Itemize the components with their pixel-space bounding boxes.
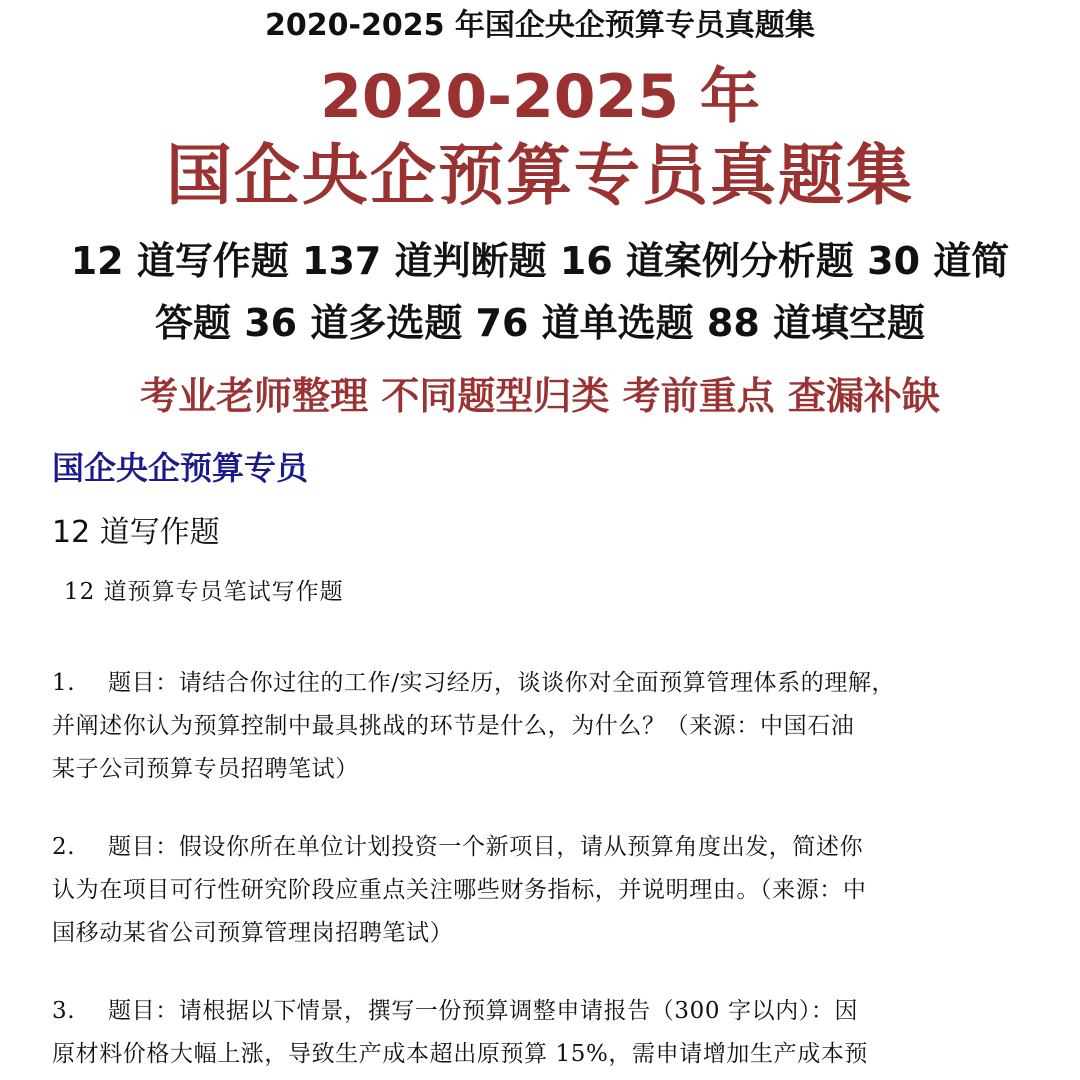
section-title: 国企央企预算专员 — [52, 449, 309, 487]
main-title-year: 2020-2025 年 — [320, 62, 760, 132]
question-item — [52, 990, 1032, 1076]
question-item — [52, 662, 1032, 791]
question-line: 某子公司预算专员招聘笔试） — [52, 756, 359, 782]
question-count-line-1: 12 道写作题 137 道判断题 16 道案例分析题 30 道简 — [70, 239, 1010, 283]
question-item — [52, 826, 1032, 955]
question-count-line-2: 答题 36 道多选题 76 道单选题 88 道填空题 — [154, 301, 926, 345]
subsection-title: 12 道写作题 — [52, 515, 220, 550]
question-line — [52, 662, 1032, 705]
question-text: 题目：请结合你过往的工作/实习经历，谈谈你对全面预算管理体系的理解， — [108, 670, 896, 696]
slogan: 考业老师整理 不同题型归类 考前重点 查漏补缺 — [140, 373, 940, 418]
header-title: 2020-2025 年国企央企预算专员真题集 — [265, 8, 815, 43]
main-title-subject: 国企央企预算专员真题集 — [166, 137, 914, 214]
intro-line: 12 道预算专员笔试写作题 — [64, 579, 344, 605]
question-text: 题目：请根据以下情景，撰写一份预算调整申请报告（300 字以内）：因 — [108, 998, 859, 1024]
question-line: 认为在项目可行性研究阶段应重点关注哪些财务指标，并说明理由。（来源：中 — [52, 877, 867, 903]
question-number: 3. — [52, 998, 76, 1024]
question-line: 国移动某省公司预算管理岗招聘笔试） — [52, 920, 454, 946]
question-line: 原材料价格大幅上涨，导致生产成本超出原预算 15%，需申请增加生产成本预 — [52, 1041, 869, 1067]
question-number: 2. — [52, 834, 76, 860]
question-text: 题目：假设你所在单位计划投资一个新项目，请从预算角度出发，简述你 — [108, 834, 864, 860]
question-line: 并阐述你认为预算控制中最具挑战的环节是什么，为什么？（来源：中国石油 — [52, 713, 855, 739]
question-line — [52, 826, 1032, 869]
question-number: 1. — [52, 670, 76, 696]
question-line — [52, 990, 1032, 1033]
